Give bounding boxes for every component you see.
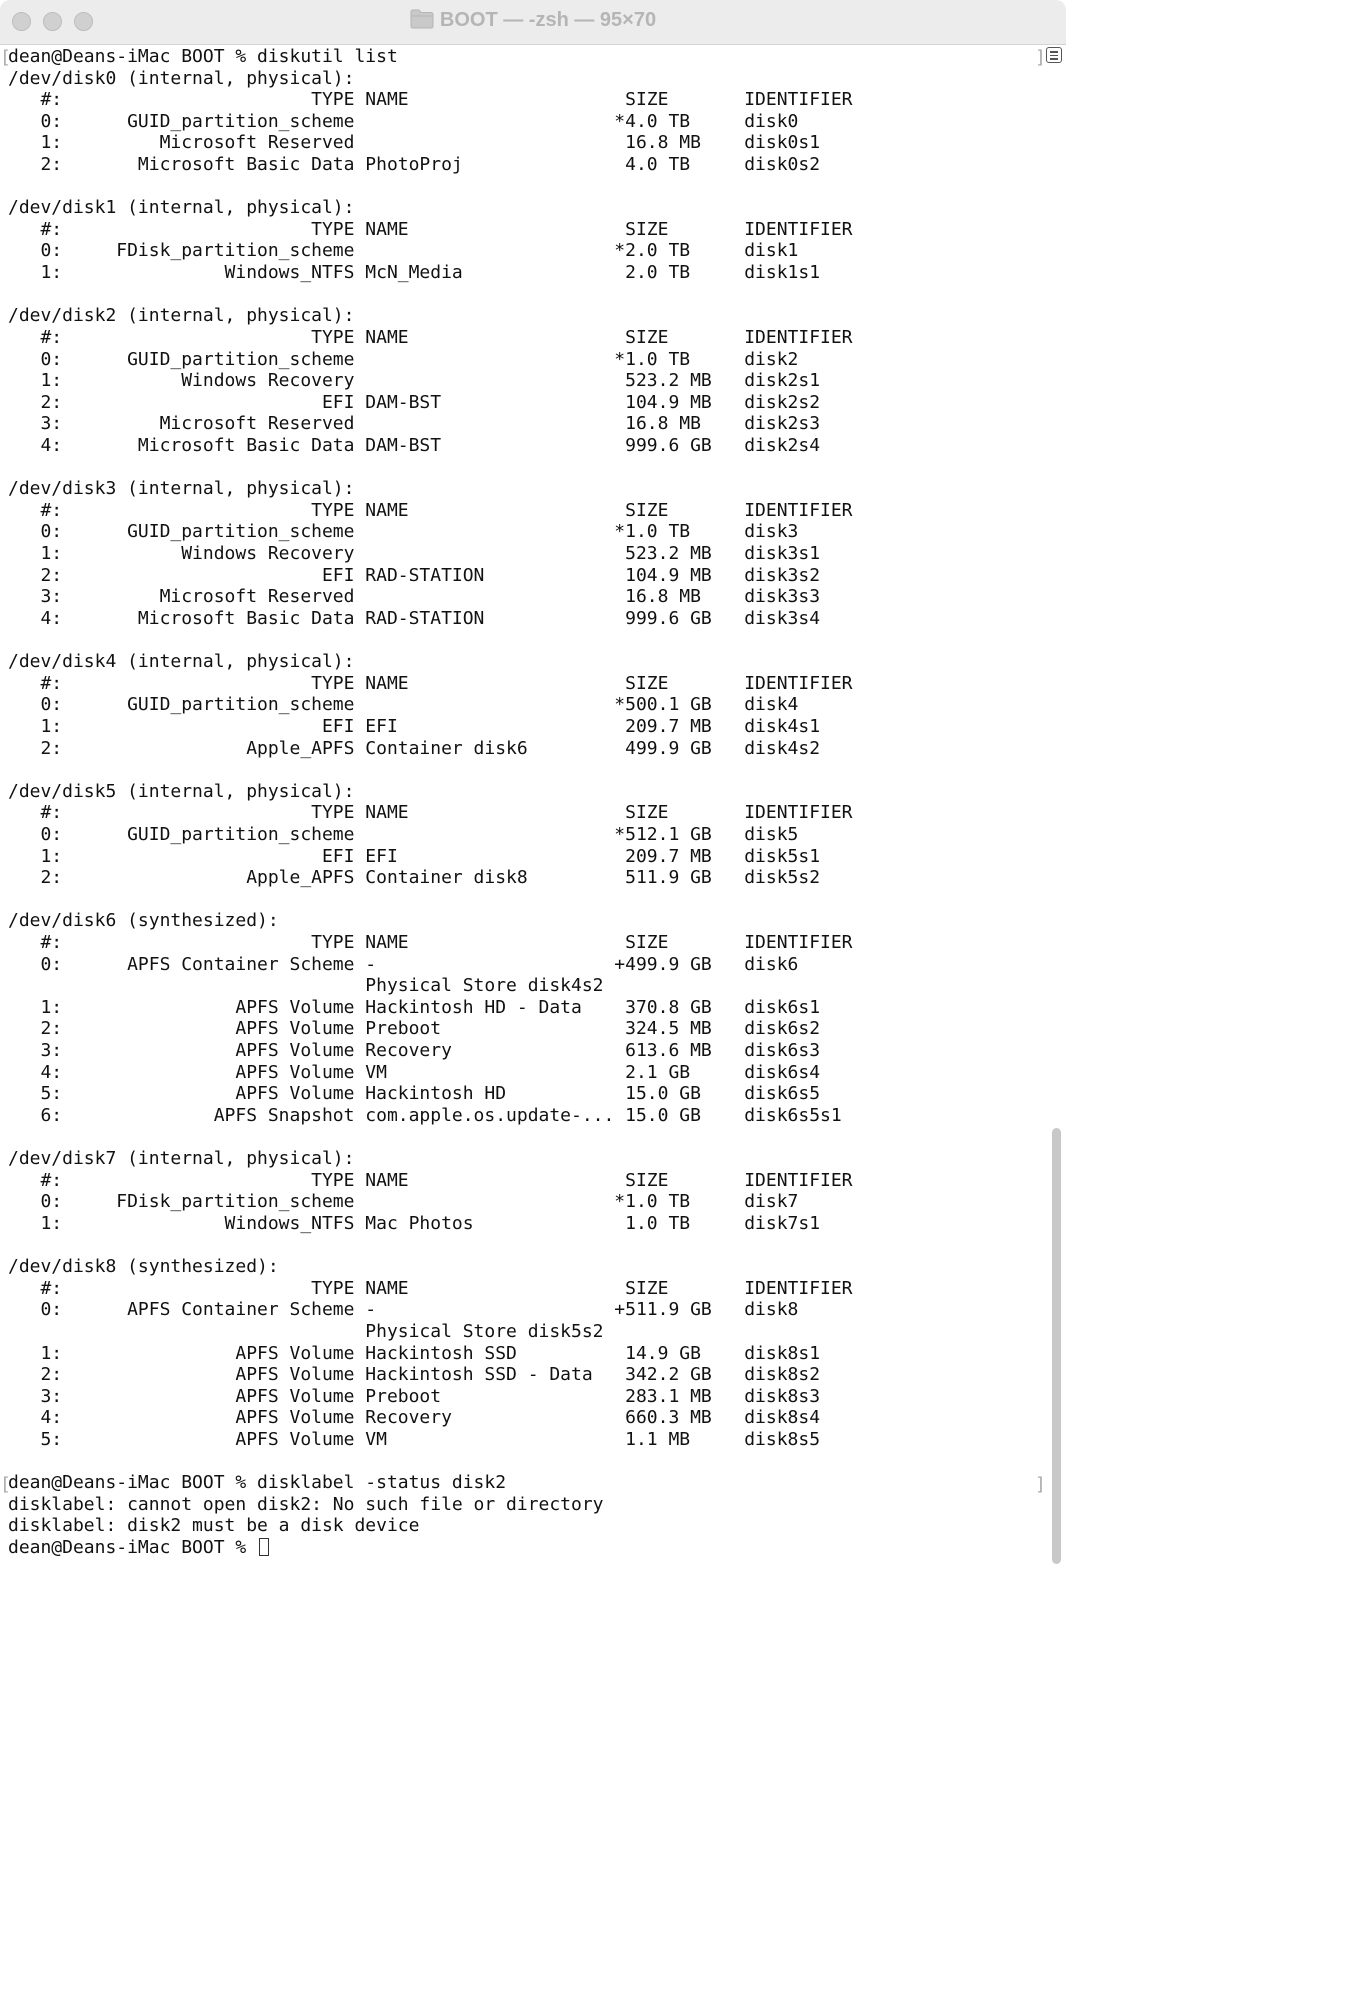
terminal-line: /dev/disk4 (internal, physical):	[8, 651, 355, 673]
terminal-line: /dev/disk6 (synthesized):	[8, 910, 279, 932]
terminal-line	[8, 1451, 1033, 1473]
title-bar[interactable]	[0, 0, 1066, 45]
terminal-line: 1: Windows Recovery 523.2 MB disk3s1	[8, 543, 821, 565]
terminal-line: 1: Microsoft Reserved 16.8 MB disk0s1	[8, 132, 821, 154]
terminal-line	[8, 759, 1033, 781]
terminal-line	[8, 629, 1033, 651]
terminal-line	[8, 284, 1033, 306]
terminal-line: /dev/disk3 (internal, physical):	[8, 478, 355, 500]
scrollbar-thumb[interactable]	[1052, 1128, 1061, 1564]
terminal-line: /dev/disk2 (internal, physical):	[8, 305, 355, 327]
terminal-line: 5: APFS Volume Hackintosh HD 15.0 GB disk6s5	[8, 1083, 821, 1105]
terminal-line: 4: APFS Volume VM 2.1 GB disk6s4	[8, 1061, 821, 1083]
terminal-line: 0: GUID_partition_scheme *1.0 TB disk3	[8, 521, 799, 543]
prompt-line[interactable]	[8, 1537, 1033, 1559]
terminal-line: disklabel: disk2 must be a disk device	[8, 1515, 420, 1537]
terminal-line: 0: APFS Container Scheme - +499.9 GB disk6	[8, 953, 799, 975]
terminal-line: #: TYPE NAME SIZE IDENTIFIER	[8, 1169, 853, 1191]
terminal-line: 0: GUID_partition_scheme *512.1 GB disk5	[8, 823, 799, 845]
terminal-line: 0: FDisk_partition_scheme *2.0 TB disk1	[8, 240, 799, 262]
terminal-line	[8, 889, 1033, 911]
terminal-line: 5: APFS Volume VM 1.1 MB disk8s5	[8, 1429, 821, 1450]
terminal-line: 3: APFS Volume Preboot 283.1 MB disk8s3	[8, 1385, 821, 1407]
terminal-line: 3: Microsoft Reserved 16.8 MB disk3s3	[8, 586, 821, 608]
prompt-bracket-right: ]	[1035, 47, 1046, 68]
terminal-line: #: TYPE NAME SIZE IDENTIFIER	[8, 931, 853, 953]
terminal-line: 1: EFI EFI 209.7 MB disk5s1	[8, 845, 821, 867]
terminal-line: /dev/disk1 (internal, physical):	[8, 197, 355, 219]
terminal-line: dean@Deans-iMac BOOT % diskutil list	[8, 46, 398, 67]
terminal-line: 0: FDisk_partition_scheme *1.0 TB disk7	[8, 1191, 799, 1213]
terminal-line: 3: APFS Volume Recovery 613.6 MB disk6s3	[8, 1040, 821, 1062]
terminal-line	[8, 457, 1033, 479]
terminal-line: 2: EFI DAM-BST 104.9 MB disk2s2	[8, 391, 821, 413]
window-title	[0, 9, 1066, 35]
prompt-bracket-left: [	[0, 47, 11, 68]
terminal-line: 0: GUID_partition_scheme *4.0 TB disk0	[8, 110, 799, 132]
terminal-line	[8, 1235, 1033, 1257]
prompt-text: dean@Deans-iMac BOOT %	[8, 1537, 258, 1559]
terminal-line: #: TYPE NAME SIZE IDENTIFIER	[8, 672, 853, 694]
terminal-line: 6: APFS Snapshot com.apple.os.update-... 15.0 GB disk6s5s1	[8, 1104, 842, 1126]
terminal-line: 2: Microsoft Basic Data PhotoProj 4.0 TB disk0s2	[8, 154, 821, 176]
terminal-line: 1: Windows Recovery 523.2 MB disk2s1	[8, 370, 821, 392]
terminal-line: 2: Apple_APFS Container disk8 511.9 GB disk5s2	[8, 867, 821, 889]
terminal-line: 2: EFI RAD-STATION 104.9 MB disk3s2	[8, 564, 821, 586]
text-cursor	[259, 1538, 269, 1556]
terminal-line: 0: APFS Container Scheme - +511.9 GB disk8	[8, 1299, 799, 1321]
terminal-line: /dev/disk5 (internal, physical):	[8, 780, 355, 802]
terminal-line: 4: Microsoft Basic Data DAM-BST 999.6 GB disk2s4	[8, 434, 821, 456]
terminal-line: 4: APFS Volume Recovery 660.3 MB disk8s4	[8, 1407, 821, 1429]
terminal-line: #: TYPE NAME SIZE IDENTIFIER	[8, 499, 853, 521]
terminal-line: 0: GUID_partition_scheme *1.0 TB disk2	[8, 348, 799, 370]
terminal-line: disklabel: cannot open disk2: No such file or directory	[8, 1493, 604, 1515]
terminal-line: 1: APFS Volume Hackintosh HD - Data 370.8 GB disk6s1	[8, 996, 821, 1018]
terminal-line: 0: GUID_partition_scheme *500.1 GB disk4	[8, 694, 799, 716]
terminal-line: 3: Microsoft Reserved 16.8 MB disk2s3	[8, 413, 821, 435]
terminal-line: #: TYPE NAME SIZE IDENTIFIER	[8, 218, 853, 240]
prompt-bracket-right: ]	[1035, 1474, 1046, 1495]
terminal-line: 2: APFS Volume Hackintosh SSD - Data 342.2 GB disk8s2	[8, 1364, 821, 1386]
terminal-line: 1: Windows_NTFS McN_Media 2.0 TB disk1s1	[8, 262, 821, 284]
marks-icon[interactable]	[1046, 47, 1062, 63]
terminal-line: 2: APFS Volume Preboot 324.5 MB disk6s2	[8, 1018, 821, 1040]
terminal-line: Physical Store disk5s2	[8, 1320, 604, 1342]
window-title-text: BOOT — -zsh — 95×70	[439, 9, 657, 31]
terminal-line: #: TYPE NAME SIZE IDENTIFIER	[8, 802, 853, 824]
terminal-line: Physical Store disk4s2	[8, 975, 604, 997]
terminal-line: #: TYPE NAME SIZE IDENTIFIER	[8, 1277, 853, 1299]
terminal-line	[8, 176, 1033, 198]
terminal-line: 1: Windows_NTFS Mac Photos 1.0 TB disk7s1	[8, 1212, 821, 1234]
terminal-line: 2: Apple_APFS Container disk6 499.9 GB disk4s2	[8, 737, 821, 759]
terminal-line: /dev/disk0 (internal, physical):	[8, 67, 355, 89]
terminal-line: /dev/disk7 (internal, physical):	[8, 1148, 355, 1170]
terminal-line: 1: EFI EFI 209.7 MB disk4s1	[8, 715, 821, 737]
terminal-line: 4: Microsoft Basic Data RAD-STATION 999.6 GB disk3s4	[8, 607, 821, 629]
terminal-line: 1: APFS Volume Hackintosh SSD 14.9 GB disk8s1	[8, 1342, 821, 1364]
terminal-line	[8, 1126, 1033, 1148]
terminal-line: dean@Deans-iMac BOOT % disklabel -status disk2	[8, 1472, 507, 1494]
prompt-bracket-left: [	[0, 1474, 11, 1495]
folder-icon	[410, 9, 434, 35]
terminal-line: #: TYPE NAME SIZE IDENTIFIER	[8, 89, 853, 111]
terminal-line: #: TYPE NAME SIZE IDENTIFIER	[8, 326, 853, 348]
terminal-line: /dev/disk8 (synthesized):	[8, 1256, 279, 1278]
terminal-output[interactable]	[8, 46, 1033, 1566]
